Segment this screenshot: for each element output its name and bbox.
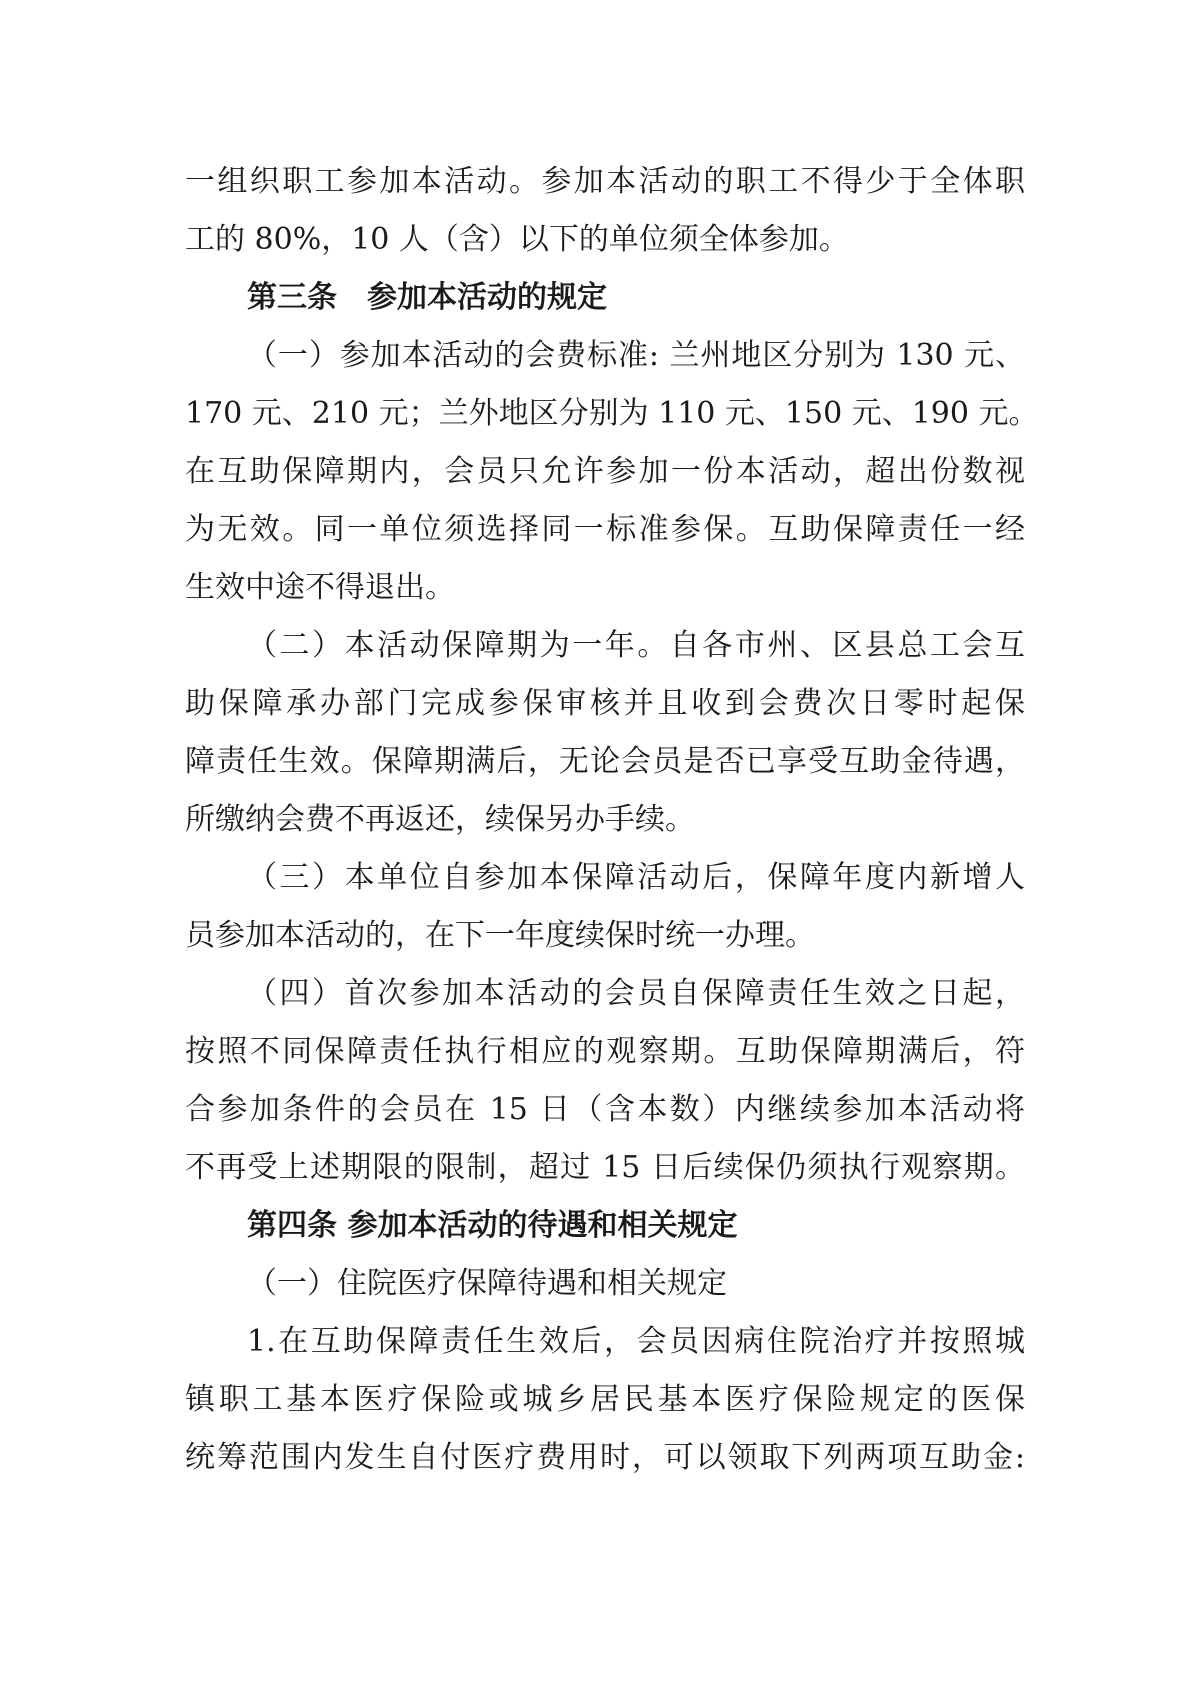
text-line: 一组织职工参加本活动。参加本活动的职工不得少于全体职 (185, 164, 1025, 199)
section-subheading: （一）住院医疗保障待遇和相关规定 (247, 1266, 727, 1301)
text-line: （三）本单位自参加本保障活动后，保障年度内新增人 (247, 860, 1025, 895)
text-line: 1.在互助保障责任生效后，会员因病住院治疗并按照城 (247, 1324, 1025, 1359)
document-body (185, 153, 1039, 1487)
text-line: 在互助保障期内，会员只允许参加一份本活动，超出份数视 (185, 454, 1025, 489)
text-line: 按照不同保障责任执行相应的观察期。互助保障期满后，符 (185, 1034, 1025, 1069)
article-heading-4: 第四条 参加本活动的待遇和相关规定 (247, 1208, 738, 1243)
text-line: 所缴纳会费不再返还，续保另办手续。 (185, 802, 695, 837)
text-line: 障责任生效。保障期满后，无论会员是否已享受互助金待遇， (185, 744, 1025, 779)
text-line: 统筹范围内发生自付医疗费用时，可以领取下列两项互助金: (185, 1440, 1025, 1475)
text-line: （一）参加本活动的会费标准: 兰州地区分别为 130 元、 (247, 338, 1025, 373)
text-line: 170 元、210 元；兰外地区分别为 110 元、150 元、190 元。 (185, 396, 1039, 431)
text-line: （二）本活动保障期为一年。自各市州、区县总工会互 (247, 628, 1025, 663)
text-line: 工的 80%，10 人（含）以下的单位须全体参加。 (185, 222, 849, 257)
text-line: 镇职工基本医疗保险或城乡居民基本医疗保险规定的医保 (185, 1382, 1025, 1417)
text-line: 为无效。同一单位须选择同一标准参保。互助保障责任一经 (185, 512, 1025, 547)
text-line: 合参加条件的会员在 15 日（含本数）内继续参加本活动将 (185, 1092, 1025, 1127)
text-line: 生效中途不得退出。 (185, 570, 455, 605)
text-line: 不再受上述期限的限制，超过 15 日后续保仍须执行观察期。 (185, 1150, 1025, 1185)
text-line: （四）首次参加本活动的会员自保障责任生效之日起， (247, 976, 1025, 1011)
article-heading-3: 第三条 参加本活动的规定 (247, 280, 607, 315)
text-line: 助保障承办部门完成参保审核并且收到会费次日零时起保 (185, 686, 1025, 721)
text-line: 员参加本活动的，在下一年度续保时统一办理。 (185, 918, 815, 953)
